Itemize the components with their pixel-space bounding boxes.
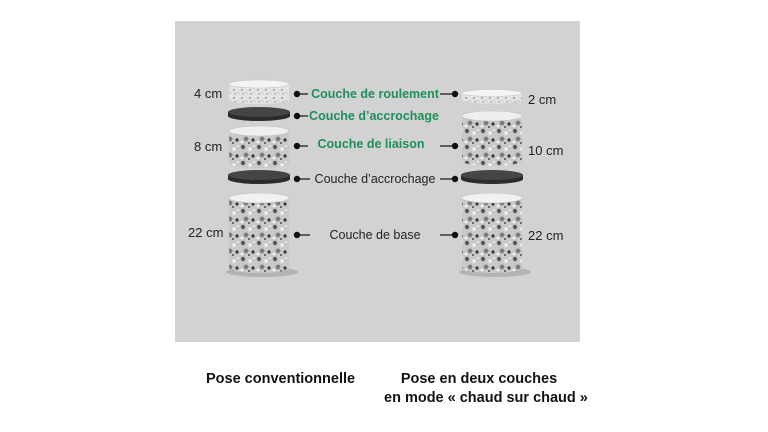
right-stack	[459, 90, 531, 278]
connector-left-base	[294, 232, 310, 237]
connector-left-accrochage-bottom	[294, 176, 310, 181]
caption-two-layers	[384, 370, 588, 408]
right-accrochage-disk	[461, 170, 523, 184]
connector-left-roulement	[294, 91, 308, 96]
left-thickness-roulement: 4 cm	[194, 86, 223, 101]
left-roulement-layer	[229, 80, 289, 104]
left-liaison-layer	[229, 126, 289, 168]
caption-two-layers-line2: en mode « chaud sur chaud »	[384, 390, 588, 406]
right-liaison-layer	[462, 111, 522, 166]
left-accrochage-top-disk	[228, 107, 290, 121]
right-thickness-roulement: 2 cm	[528, 92, 557, 107]
left-stack	[226, 80, 298, 277]
left-base-layer	[226, 193, 298, 277]
layer-label-base: Couche de base	[329, 228, 421, 242]
right-thickness-liaison: 10 cm	[528, 143, 564, 158]
connector-right-liaison	[440, 143, 458, 148]
right-roulement-layer	[462, 90, 522, 104]
left-thickness-base: 22 cm	[188, 225, 224, 240]
right-base-layer	[459, 193, 531, 277]
layer-label-liaison: Couche de liaison	[317, 137, 425, 151]
layer-label-accrochage-bottom: Couche d’accrochage	[314, 172, 436, 186]
connector-right-roulement	[440, 91, 458, 96]
connector-right-accrochage	[440, 176, 458, 181]
layer-label-roulement: Couche de roulement	[311, 87, 439, 101]
right-thickness-base: 22 cm	[528, 228, 564, 243]
left-thickness-liaison: 8 cm	[194, 139, 223, 154]
connector-left-liaison	[294, 143, 308, 148]
caption-two-layers-line1: Pose en deux couches	[400, 371, 558, 387]
left-accrochage-bottom-disk	[228, 170, 290, 184]
connector-left-accrochage-top	[294, 113, 308, 118]
connector-right-base	[440, 232, 458, 237]
layer-label-accrochage-top: Couche d’accrochage	[309, 109, 439, 123]
caption-conventional: Pose conventionnelle	[206, 371, 356, 387]
